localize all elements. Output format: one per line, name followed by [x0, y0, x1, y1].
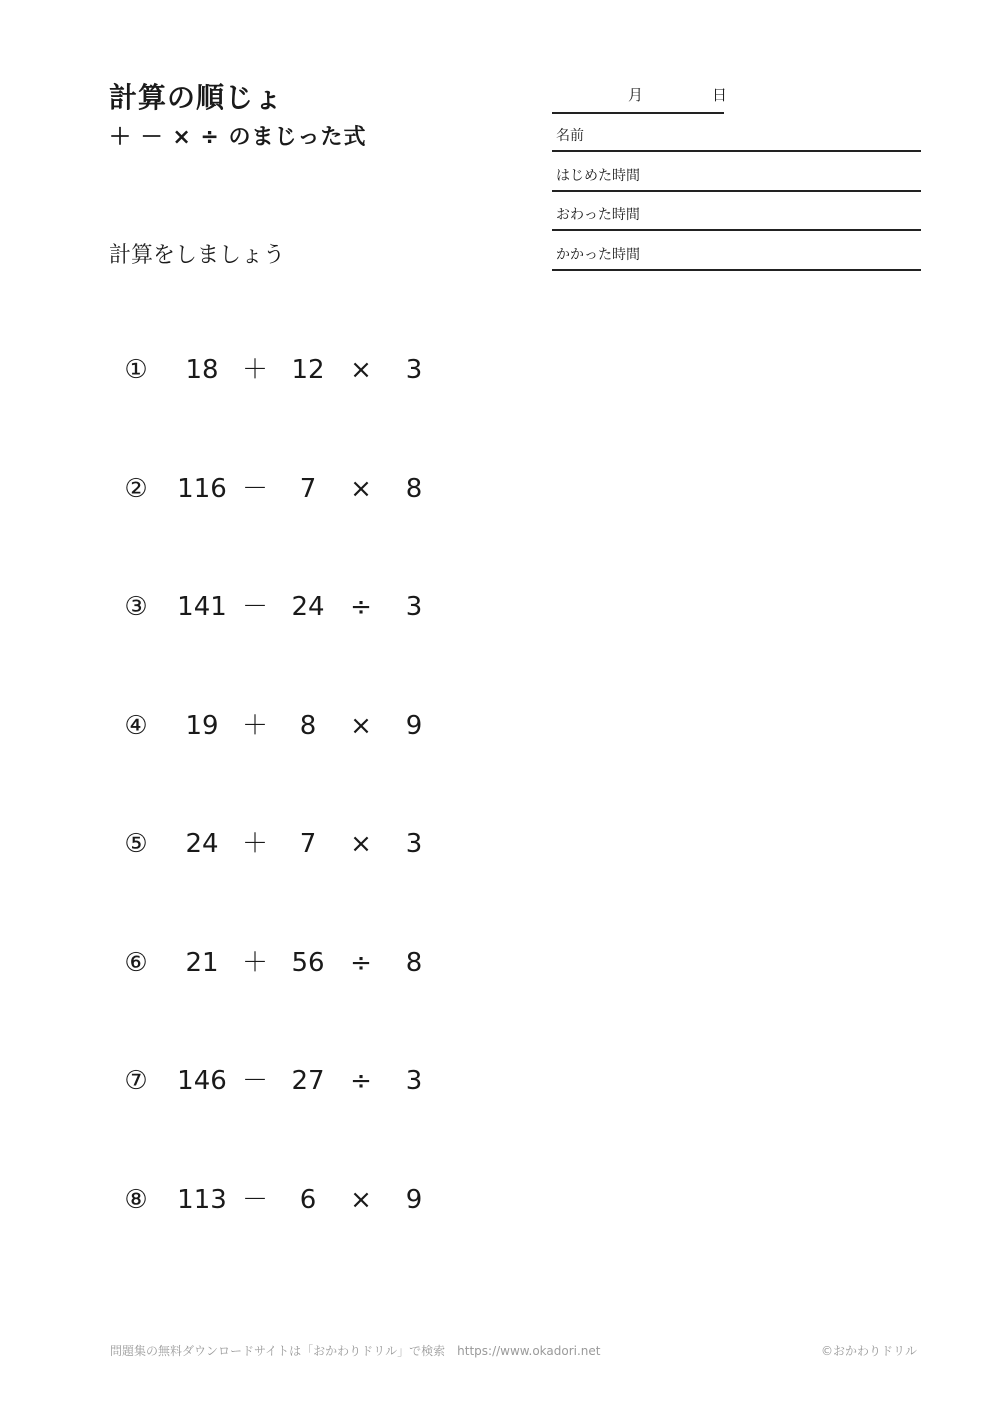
operand-a: 24	[185, 829, 219, 859]
month-label: 月	[628, 86, 644, 104]
operator-2: ×	[350, 711, 372, 741]
day-label: 日	[712, 86, 728, 104]
name-field[interactable]	[552, 114, 921, 152]
operator-1: －	[241, 1185, 268, 1215]
footer-note: 問題集の無料ダウンロードサイトは「おかわりドリル」で検索 https://www.okadori.net	[110, 1344, 601, 1358]
operand-a: 21	[185, 948, 219, 978]
operand-b: 12	[291, 355, 325, 385]
operator-1: ＋	[241, 948, 268, 978]
problem-row	[0, 587, 520, 627]
problem-number: ②	[124, 474, 148, 504]
problem-number: ⑥	[124, 948, 148, 978]
elapsed-time-field[interactable]	[552, 233, 921, 271]
elapsed-time-label: かかった時間	[556, 247, 640, 263]
operand-a: 113	[177, 1185, 227, 1215]
problem-number: ⑦	[124, 1066, 148, 1096]
operator-2: ×	[350, 355, 372, 385]
page-subtitle: ＋ － × ÷ のまじった式	[109, 125, 367, 150]
operator-1: ＋	[241, 829, 268, 859]
problem-number: ⑤	[124, 829, 148, 859]
operand-c: 3	[405, 592, 423, 622]
operand-a: 116	[177, 474, 227, 504]
operand-b: 56	[291, 948, 325, 978]
page-title: 計算の順じょ	[109, 81, 284, 114]
operator-1: －	[241, 474, 268, 504]
date-field[interactable]	[552, 84, 728, 114]
problem-row	[0, 469, 520, 509]
end-time-label: おわった時間	[556, 207, 640, 223]
problem-row	[0, 943, 520, 983]
problem-number: ⑧	[124, 1185, 148, 1215]
operand-b: 7	[299, 474, 317, 504]
operand-c: 9	[405, 711, 423, 741]
operator-1: ＋	[241, 711, 268, 741]
operand-c: 3	[405, 1066, 423, 1096]
name-label: 名前	[556, 128, 584, 144]
problem-row	[0, 1061, 520, 1101]
footer-copyright: ©おかわりドリル	[820, 1344, 917, 1358]
operator-1: －	[241, 592, 268, 622]
problem-number: ③	[124, 592, 148, 622]
problem-number: ①	[124, 355, 148, 385]
operator-2: ×	[350, 474, 372, 504]
problem-row	[0, 824, 520, 864]
end-time-field[interactable]	[552, 193, 921, 231]
problem-row	[0, 1180, 520, 1220]
problem-row	[0, 350, 520, 390]
operand-c: 8	[405, 948, 423, 978]
operand-c: 9	[405, 1185, 423, 1215]
instruction-text: 計算をしましょう	[109, 243, 286, 268]
operator-2: ÷	[350, 592, 372, 622]
operand-c: 8	[405, 474, 423, 504]
operand-a: 141	[177, 592, 227, 622]
problem-row	[0, 706, 520, 746]
start-time-label: はじめた時間	[556, 168, 640, 184]
operand-b: 27	[291, 1066, 325, 1096]
operand-b: 6	[299, 1185, 317, 1215]
operand-c: 3	[405, 355, 423, 385]
operator-2: ÷	[350, 948, 372, 978]
problem-number: ④	[124, 711, 148, 741]
operator-2: ×	[350, 1185, 372, 1215]
start-time-field[interactable]	[552, 154, 921, 192]
operator-2: ×	[350, 829, 372, 859]
operator-1: ＋	[241, 355, 268, 385]
operator-1: －	[241, 1066, 268, 1096]
operand-b: 24	[291, 592, 325, 622]
operand-c: 3	[405, 829, 423, 859]
operand-a: 18	[185, 355, 219, 385]
operand-b: 8	[299, 711, 317, 741]
operand-b: 7	[299, 829, 317, 859]
operand-a: 146	[177, 1066, 227, 1096]
operator-2: ÷	[350, 1066, 372, 1096]
operand-a: 19	[185, 711, 219, 741]
